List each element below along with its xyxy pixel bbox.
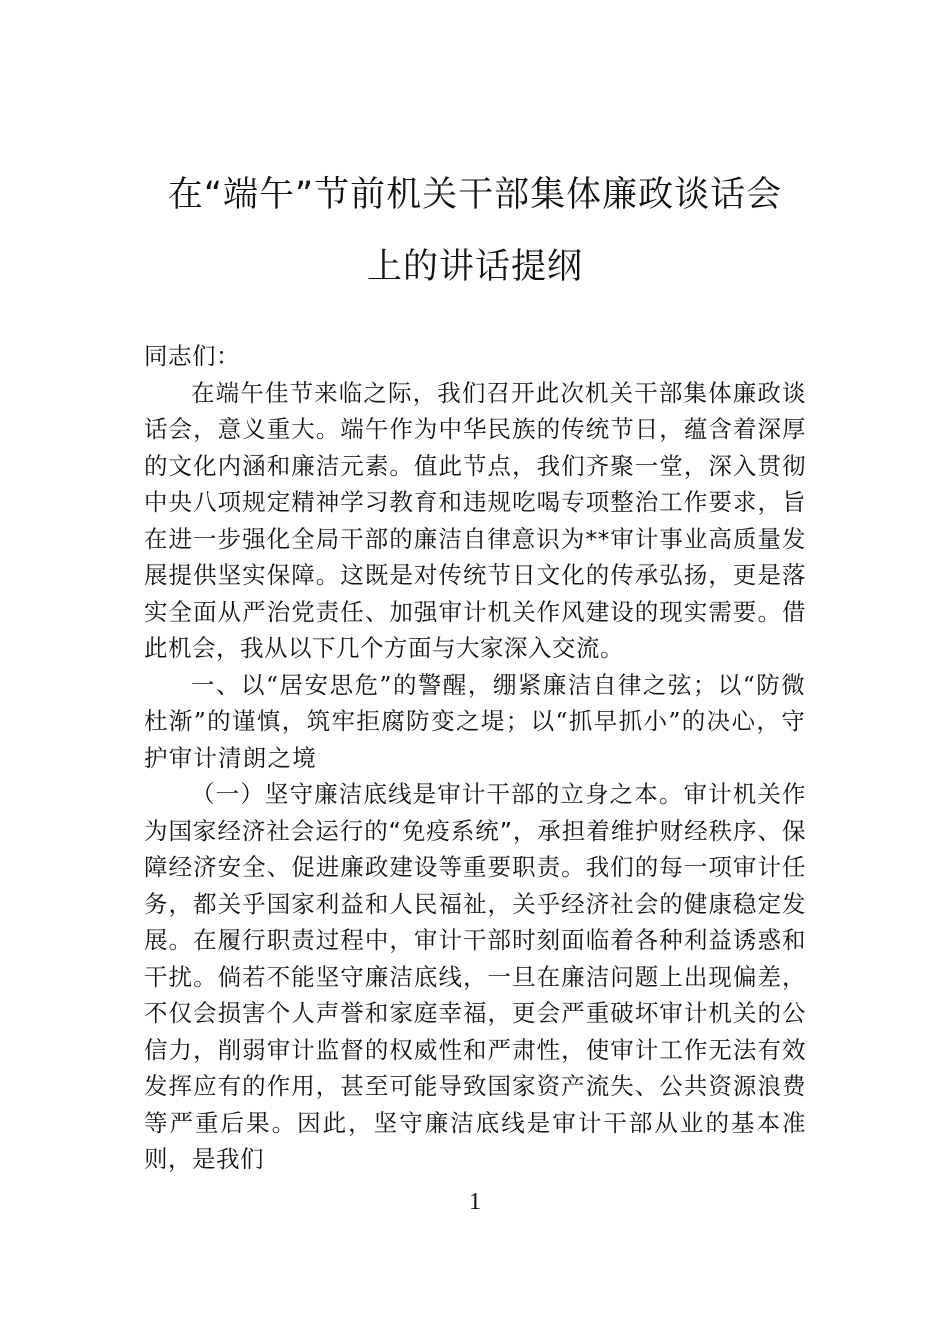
document-title-line-1: 在“端午”节前机关干部集体廉政谈话会 bbox=[167, 175, 783, 215]
subsection-paragraph-1: （一）坚守廉洁底线是审计干部的立身之本。审计机关作为国家经济社会运行的“免疫系统”，承担着维护财经秩序、保障经济安全、促进廉政建设等重要职责。我们的每一项审计任务，都关乎国家利益和人民福祉，关乎经济社会的健康稳定发展。在履行职责过程中，审计干部时刻面临着各种利益诱惑和干扰。倘若不能坚守廉洁底线，一旦在廉洁问题上出现偏差，不仅会损害个人声誉和家庭幸福，更会严重破坏审计机关的公信力，削弱审计监督的权威性和严肃性，使审计工作无法有效发挥应有的作用，甚至可能导致国家资产流失、公共资源浪费等严重后果。因此，坚守廉洁底线是审计干部从业的基本准则，是我们 bbox=[144, 780, 806, 1173]
document-title-line-2: 上的讲话提纲 bbox=[366, 247, 583, 287]
document-body bbox=[144, 338, 806, 1178]
salutation: 同志们： bbox=[144, 342, 240, 370]
section-heading-1: 一、以“居安思危”的警醒，绷紧廉洁自律之弦；以“防微杜渐”的谨慎，筑牢拒腐防变之堤；以“抓早抓小”的决心，守护审计清朗之境 bbox=[144, 670, 806, 772]
intro-paragraph: 在端午佳节来临之际，我们召开此次机关干部集体廉政谈话会，意义重大。端午作为中华民族的传统节日，蕴含着深厚的文化内涵和廉洁元素。值此节点，我们齐聚一堂，深入贯彻中央八项规定精神学习教育和违规吃喝专项整治工作要求，旨在进一步强化全局干部的廉洁自律意识为**审计事业高质量发展提供坚实保障。这既是对传统节日文化的传承弘扬，更是落实全面从严治党责任、加强审计机关作风建设的现实需要。借此机会，我从以下几个方面与大家深入交流。 bbox=[144, 378, 806, 662]
page-number: 1 bbox=[469, 1189, 481, 1215]
